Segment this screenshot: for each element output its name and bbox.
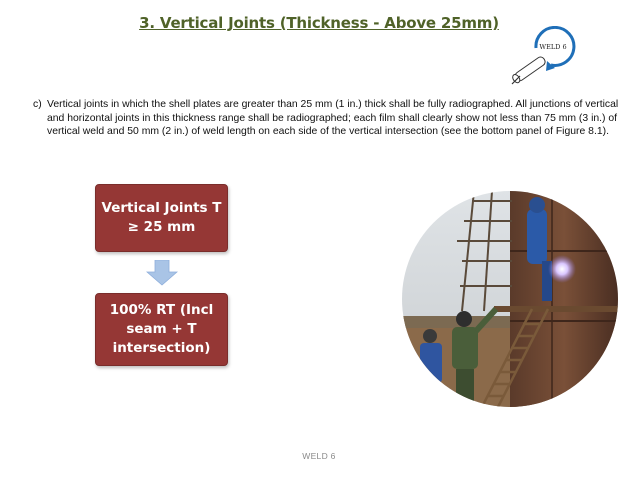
box2-line1: 100% RT (Incl — [109, 302, 214, 318]
box2-line2: seam + T — [126, 321, 197, 337]
weld-logo — [506, 26, 586, 88]
thickness-condition-box — [95, 184, 228, 252]
logo-text: WELD 6 — [539, 43, 567, 51]
down-arrow-icon — [146, 260, 178, 286]
box2-line3: intersection) — [112, 340, 211, 356]
description-paragraph — [33, 98, 633, 139]
box1-line2: ≥ 25 mm — [127, 219, 196, 235]
weld-torch-logo-icon — [506, 26, 586, 88]
paragraph-label: c) — [33, 99, 42, 110]
paragraph-text: Vertical joints in which the shell plates are greater than 25 mm (1 in.) thick shall be fully radiographed. All junctions of vertical and horizontal joints in this thickness range shall be radiographed; each film shall clearly show not less than 75 mm (3 in.) of vertical weld and 50 mm (2 in.) of weld length on each side of the vertical intersection (see the bottom panel of Figure 8.1). — [47, 99, 619, 137]
welding-photo — [402, 191, 618, 407]
slide-title: 3. Vertical Joints (Thickness - Above 25mm) — [139, 14, 499, 32]
box1-line1: Vertical Joints T — [101, 200, 222, 216]
rt-requirement-box — [95, 293, 228, 366]
slide-footer: WELD 6 — [302, 451, 336, 461]
